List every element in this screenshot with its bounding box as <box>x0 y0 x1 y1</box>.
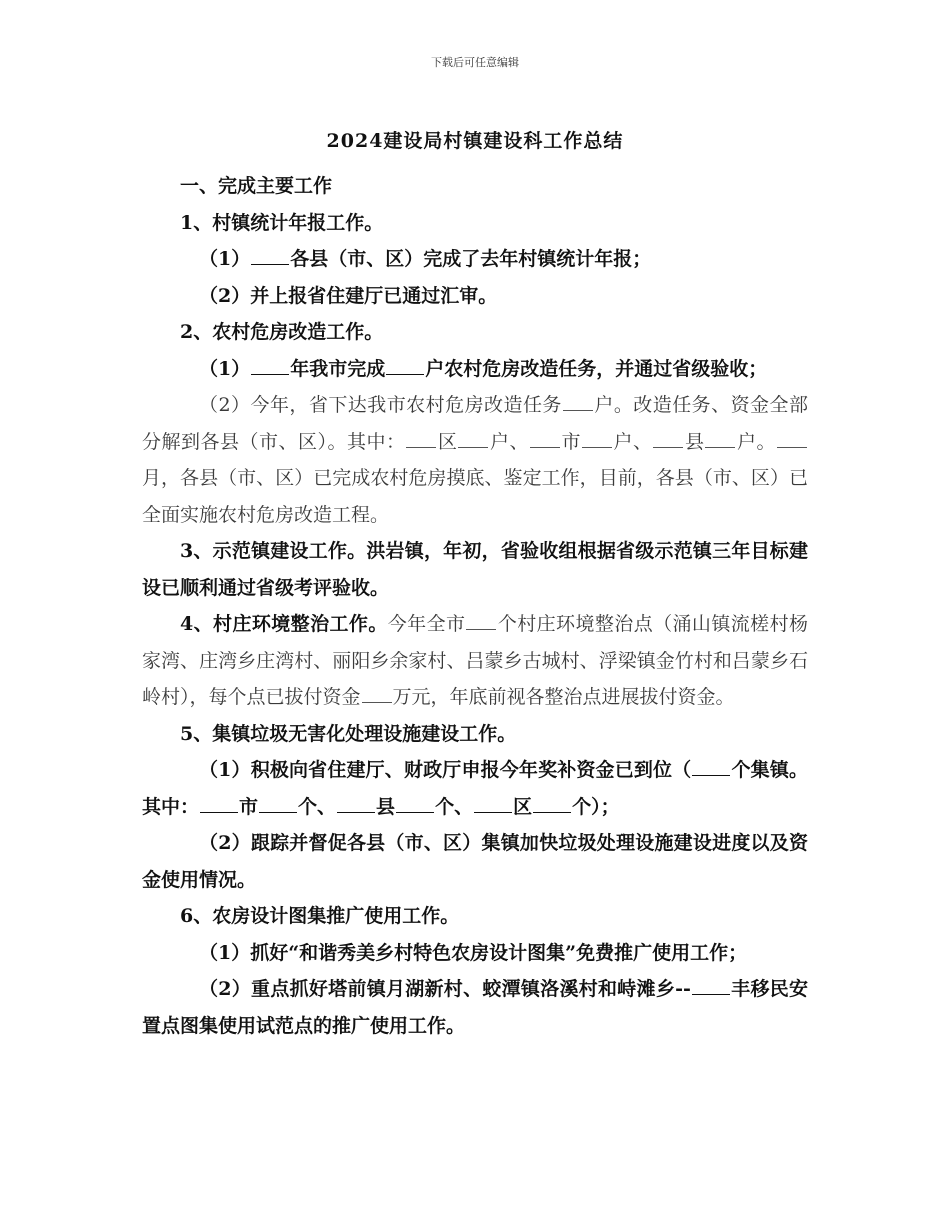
item-6-para-1: （1）抓好“和谐秀美乡村特色农房设计图集”免费推广使用工作； <box>199 941 748 964</box>
fill-blank <box>251 262 289 265</box>
item-5-para-2: （2）跟踪并督促各县（市、区）集镇加快垃圾处理设施建设进度以及资金使用情况。 <box>142 832 808 891</box>
fill-blank <box>200 810 238 813</box>
item-1-para-1: （1） 各县（市、区）完成了去年村镇统计年报； <box>199 248 652 270</box>
section-heading: 一、完成主要工作 <box>180 175 333 197</box>
fill-blank <box>386 372 424 375</box>
fill-blank <box>692 773 730 776</box>
item-6-heading: 6、农房设计图集推广使用工作。 <box>180 905 460 927</box>
fill-blank <box>362 700 392 703</box>
fill-blank <box>530 445 560 448</box>
fill-blank <box>653 445 683 448</box>
fill-blank <box>777 445 807 448</box>
fill-blank <box>563 408 593 411</box>
item-4-para: 4、村庄环境整治工作。今年全市 个村庄环境整治点（涌山镇流槎村杨家湾、庄湾乡庄湾村、丽阳乡余家村、吕蒙乡古城村、浮梁镇金竹村和吕蒙乡石岭村），每个点已拔付资金 万元，年底前视各整治点进展拔付资金。 <box>142 613 808 708</box>
fill-blank <box>406 445 436 448</box>
item-6-para-2: （2）重点抓好塔前镇月湖新村、蛟潭镇洛溪村和峙滩乡-- 丰移民安置点图集使用试范点的推广使用工作。 <box>142 978 808 1037</box>
item-2-heading: 2、农村危房改造工作。 <box>180 321 384 343</box>
fill-blank <box>396 810 434 813</box>
item-5-para-1: （1）积极向省住建厅、财政厅申报今年奖补资金已到位（ 个集镇。其中： 市 个、 县 个、 区 个）； <box>142 759 808 818</box>
fill-blank <box>466 627 496 630</box>
item-3-para: 3、示范镇建设工作。洪岩镇，年初，省验收组根据省级示范镇三年目标建设已顺利通过省级考评验收。 <box>142 540 808 599</box>
fill-blank <box>705 445 735 448</box>
page-header: 下载后可任意编辑 <box>431 56 519 69</box>
fill-blank <box>337 810 375 813</box>
item-2-para-2: （2）今年，省下达我市农村危房改造任务 户。改造任务、资金全部分解到各县（市、区）。其中： 区 户、 市 户、 县 户。月，各县（市、区）已完成农村危房摸底、鉴定工作，目前，各县（市、区）已全面实施农村危房改造工程。 <box>142 394 808 526</box>
fill-blank <box>251 372 289 375</box>
fill-blank <box>533 810 571 813</box>
document-body <box>142 168 808 1044</box>
item-2-para-1: （1） 年我市完成 户农村危房改造任务，并通过省级验收； <box>199 357 768 380</box>
fill-blank <box>582 445 612 448</box>
document-title: 2024建设局村镇建设科工作总结 <box>326 130 624 152</box>
fill-blank <box>458 445 488 448</box>
fill-blank <box>474 810 512 813</box>
fill-blank <box>692 992 730 995</box>
item-1-para-2: （2）并上报省住建厅已通过汇审。 <box>199 284 498 307</box>
item-5-heading: 5、集镇垃圾无害化处理设施建设工作。 <box>180 722 517 745</box>
fill-blank <box>259 810 297 813</box>
item-1-heading: 1、村镇统计年报工作。 <box>180 211 384 234</box>
